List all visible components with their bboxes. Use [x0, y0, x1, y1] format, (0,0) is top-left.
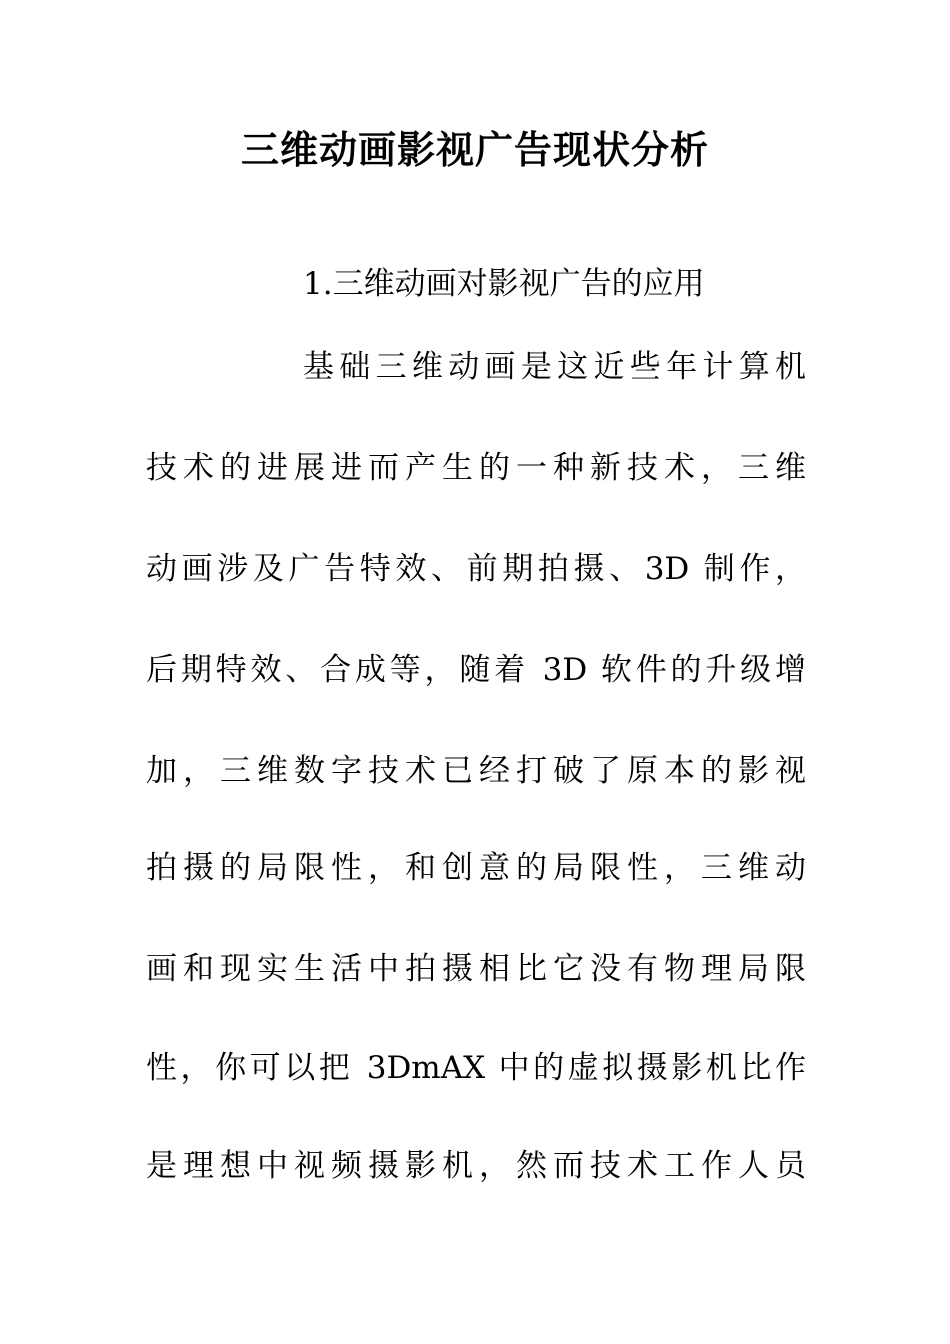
document-title: 三维动画影视广告现状分析 [240, 128, 709, 172]
paragraph-line: 画和现实生活中拍摄相比它没有物理局限 [146, 951, 806, 987]
paragraph-line: 技术的进展进而产生的一种新技术，三维 [146, 450, 806, 486]
paragraph-line: 加，三维数字技术已经打破了原本的影视 [146, 753, 806, 789]
paragraph-line: 动画涉及广告特效、前期拍摄、3D 制作， [146, 551, 806, 587]
paragraph-line: 性，你可以把 3DmAX 中的虚拟摄影机比作 [146, 1050, 806, 1086]
paragraph-line: 基础三维动画是这近些年计算机 [303, 349, 806, 385]
section-heading: 1.三维动画对影视广告的应用 [303, 266, 705, 302]
paragraph-line: 拍摄的局限性，和创意的局限性，三维动 [146, 850, 806, 886]
paragraph-line: 后期特效、合成等，随着 3D 软件的升级增 [146, 652, 806, 688]
paragraph-line: 是理想中视频摄影机，然而技术工作人员 [146, 1148, 806, 1184]
